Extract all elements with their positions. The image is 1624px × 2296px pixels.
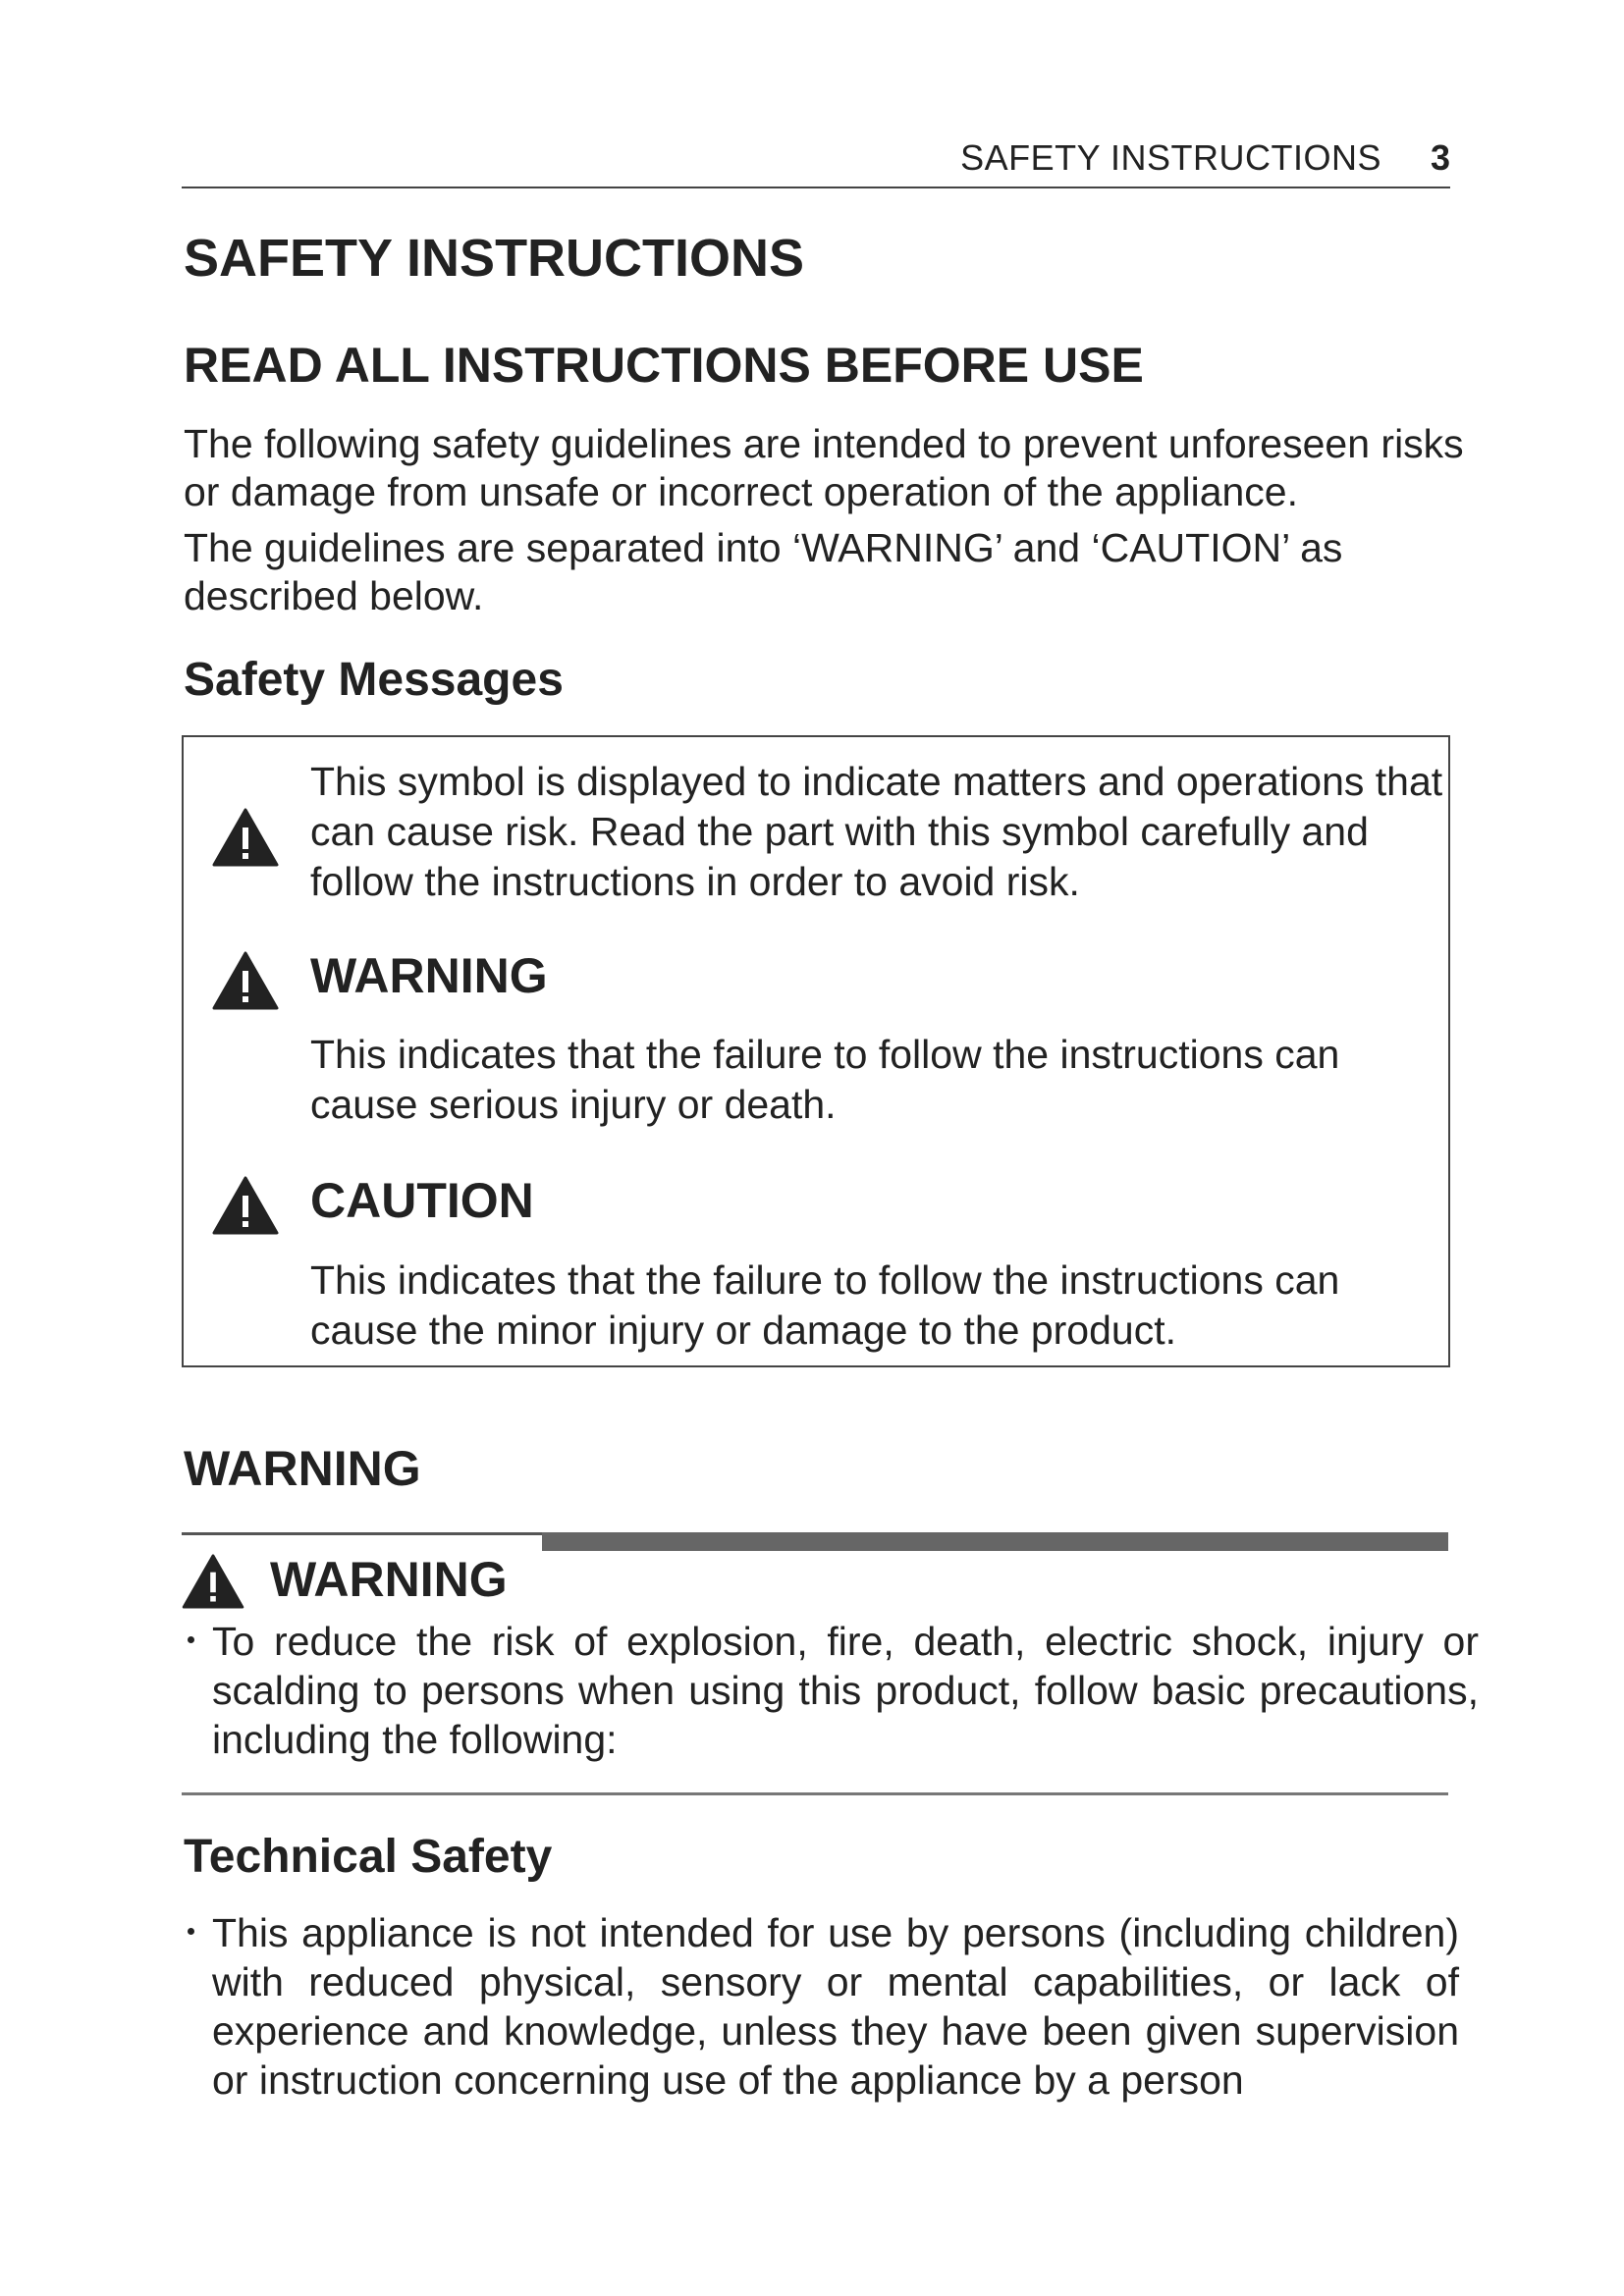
caution-description: This indicates that the failure to follow the instructions can cause the minor injury or damage to the product. (310, 1257, 1340, 1353)
bullet-icon (188, 1928, 194, 1935)
safety-messages-heading: Safety Messages (184, 654, 564, 706)
technical-safety-bullet: This appliance is not intended for use by persons (including children) with reduced physical, sensory or mental capabilities, or lack of experience and knowledge, unless they have been given supervision or instruction concerning use of the appliance by a person (212, 1910, 1459, 2103)
warning-bullet: To reduce the risk of explosion, fire, death, electric shock, injury or scalding to persons when using this product, follow basic precautions, including the following: (212, 1619, 1479, 1762)
warning-box-label: WARNING (270, 1552, 508, 1607)
warning-triangle-icon (212, 1176, 279, 1235)
technical-safety-heading: Technical Safety (184, 1831, 553, 1883)
warning-bar (542, 1532, 1448, 1551)
warning-triangle-icon (212, 808, 279, 867)
warning-section-heading: WARNING (184, 1441, 421, 1496)
manual-page (182, 0, 1479, 2296)
bullet-icon (188, 1636, 194, 1643)
warning-triangle-icon (212, 951, 279, 1010)
guidelines-paragraph: The guidelines are separated into ‘WARNING’ and ‘CAUTION’ as described below. (184, 525, 1343, 618)
running-header (182, 132, 1450, 188)
running-header-title: SAFETY INSTRUCTIONS (960, 137, 1381, 178)
section-divider (182, 1792, 1448, 1795)
safety-messages-box (182, 735, 1450, 1367)
page-number: 3 (1430, 137, 1450, 178)
caution-label: CAUTION (310, 1173, 534, 1228)
page-title: SAFETY INSTRUCTIONS (184, 229, 805, 288)
intro-paragraph: The following safety guidelines are intended to prevent unforeseen risks or damage from unsafe or incorrect operation of the appliance. (184, 421, 1464, 514)
warning-description: This indicates that the failure to follow the instructions can cause serious injury or death. (310, 1032, 1340, 1127)
read-all-heading: READ ALL INSTRUCTIONS BEFORE USE (184, 338, 1144, 393)
warning-label: WARNING (310, 948, 548, 1003)
symbol-description: This symbol is displayed to indicate matters and operations that can cause risk. Read the part with this symbol carefully and follow the instructions in order to avoid risk. (310, 759, 1443, 904)
warning-triangle-icon (182, 1554, 244, 1609)
